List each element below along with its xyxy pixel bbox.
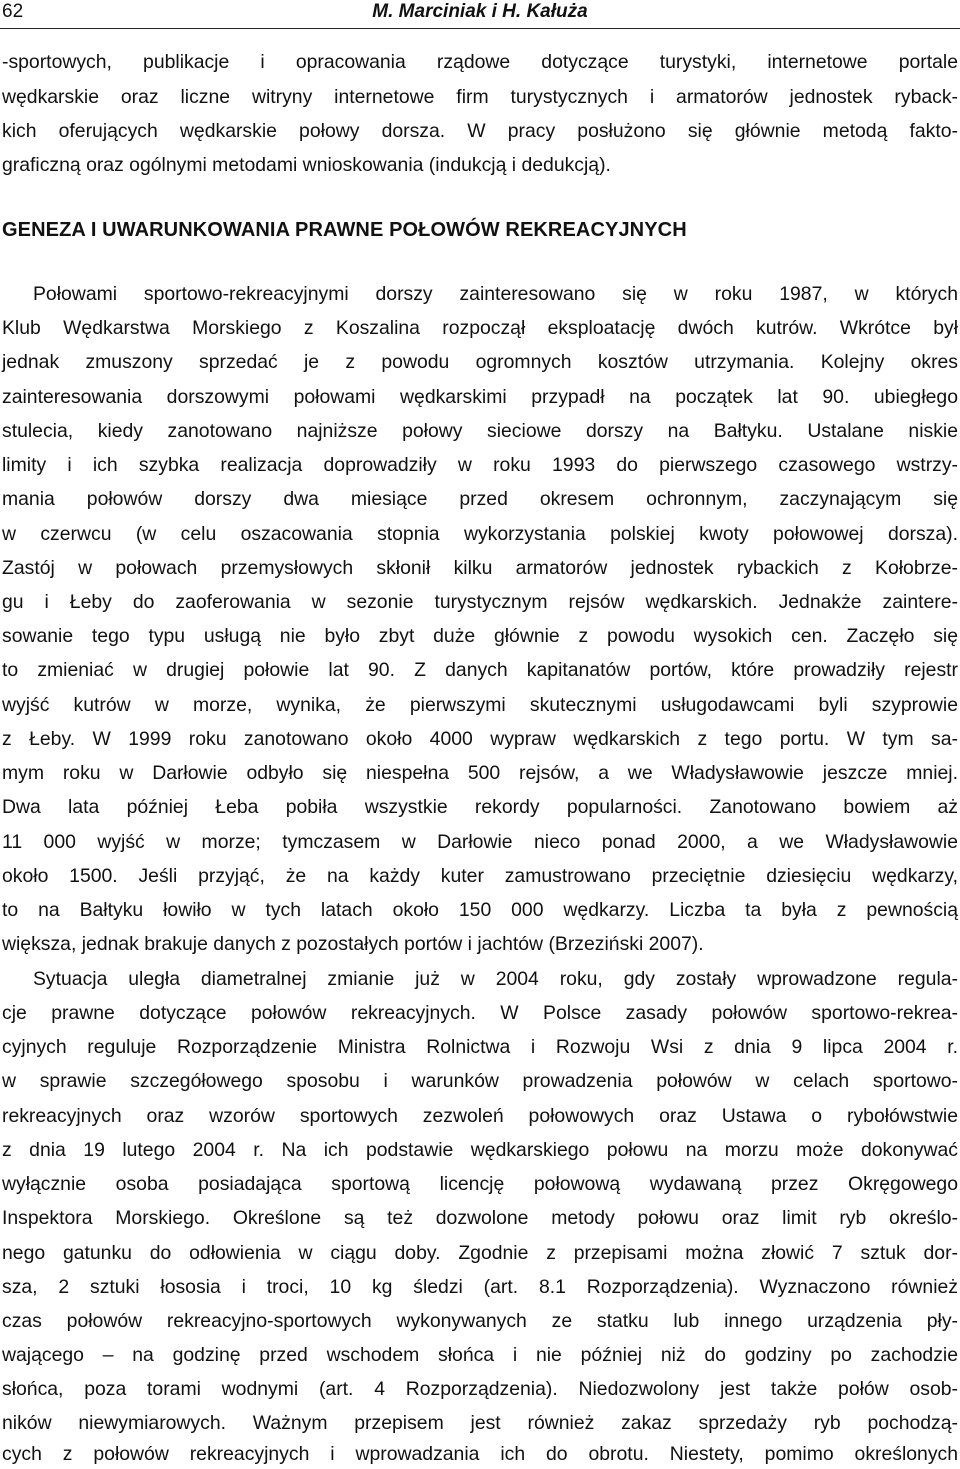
text-line: wyjść kutrów w morze, wynika, że pierwszymi skutecznymi usługodawcami byli szyprowie xyxy=(2,694,958,716)
text-line: sowanie tego typu usługą nie było zbyt duże głównie z powodu wysokich cen. Zaczęło się xyxy=(2,625,958,647)
text-line: ników niewymiarowych. Ważnym przepisem jest również zakaz sprzedaży ryb pochodzą- xyxy=(2,1412,958,1434)
text-line: w sprawie szczegółowego sposobu i warunków prowadzenia połowów w celach sportowo- xyxy=(2,1070,958,1092)
text-line: stulecia, kiedy zanotowano najniższe połowy sieciowe dorszy na Bałtyku. Ustalane niskie xyxy=(2,420,958,442)
text-line: sza, 2 sztuki łososia i troci, 10 kg śledzi (art. 8.1 Rozporządzenia). Wyznaczono również xyxy=(2,1276,958,1298)
text-line: Zastój w połowach przemysłowych skłonił kilku armatorów jednostek rybackich z Kołobrze- xyxy=(2,557,958,579)
text-line: Połowami sportowo-rekreacyjnymi dorszy zainteresowano się w roku 1987, w których xyxy=(33,283,958,305)
text-line: to na Bałtyku łowiło w tych latach około 150 000 wędkarzy. Liczba ta była z pewnością xyxy=(2,899,958,921)
text-line: wającego – na godzinę przed wschodem słońca i nie później niż do godziny po zachodzie xyxy=(2,1344,958,1366)
text-line: cych z połowów rekreacyjnych i wprowadzania ich do obrotu. Niestety, pomimo określonych xyxy=(2,1443,958,1465)
text-line: Dwa lata później Łeba pobiła wszystkie rekordy popularności. Zanotowano bowiem aż xyxy=(2,796,958,818)
text-line: mym roku w Darłowie odbyło się niespełna 500 rejsów, a we Władysławowie jeszcze mniej. xyxy=(2,762,958,784)
header-authors: M. Marciniak i H. Kałuża xyxy=(372,1,588,22)
text-line: nego gatunku do odłowienia w ciągu doby. Zgodnie z przepisami można złowić 7 sztuk dor- xyxy=(2,1242,958,1264)
text-line: cyjnych reguluje Rozporządzenie Ministra Rolnictwa i Rozwoju Wsi z dnia 9 lipca 2004 r. xyxy=(2,1036,958,1058)
text-line: -sportowych, publikacje i opracowania rządowe dotyczące turystyki, internetowe portale xyxy=(2,51,958,73)
text-line: mania połowów dorszy dwa miesiące przed okresem ochronnym, zaczynającym się xyxy=(2,488,958,510)
text-line: rekreacyjnych oraz wzorów sportowych zezwoleń połowowych oraz Ustawa o rybołówstwie xyxy=(2,1105,958,1127)
text-line: graficzną oraz ogólnymi metodami wnioskowania (indukcją i dedukcją). xyxy=(2,154,611,176)
text-line: Sytuacja uległa diametralnej zmianie już w 2004 roku, gdy zostały wprowadzone regula- xyxy=(33,968,958,990)
text-line: wędkarskie oraz liczne witryny internetowe firm turystycznych i armatorów jednostek ryback- xyxy=(2,86,958,108)
text-line: około 1500. Jeśli przyjąć, że na każdy kuter zamustrowano przeciętnie dziesięciu wędkarzy, xyxy=(2,865,958,887)
text-line: jednak zmuszony sprzedać je z powodu ogromnych kosztów utrzymania. Kolejny okres xyxy=(2,351,958,373)
section-heading: GENEZA I UWARUNKOWANIA PRAWNE POŁOWÓW REKREACYJNYCH xyxy=(2,219,687,241)
running-header xyxy=(0,0,960,29)
text-line: Inspektora Morskiego. Określone są też dozwolone metody połowu oraz limit ryb określo- xyxy=(2,1207,958,1229)
text-line: w czerwcu (w celu oszacowania stopnia wykorzystania polskiej kwoty połowowej dorsza). xyxy=(2,523,958,545)
text-line: zainteresowania dorszowymi połowami wędkarskimi przypadł na początek lat 90. ubiegłego xyxy=(2,386,958,408)
text-line: czas połowów rekreacyjno-sportowych wykonywanych ze statku lub innego urządzenia pły- xyxy=(2,1310,958,1332)
text-line: wyłącznie osoba posiadająca sportową licencję połowową wydawaną przez Okręgowego xyxy=(2,1173,958,1195)
text-line: cje prawne dotyczące połowów rekreacyjnych. W Polsce zasady połowów sportowo-rekrea- xyxy=(2,1002,958,1024)
text-line: gu i Łeby do zaoferowania w sezonie turystycznym rejsów wędkarskich. Jednakże zaintere- xyxy=(2,591,958,613)
page-number: 62 xyxy=(2,1,24,22)
text-line: z dnia 19 lutego 2004 r. Na ich podstawie wędkarskiego połowu na morzu może dokonywać xyxy=(2,1139,958,1161)
text-line: limity i ich szybka realizacja doprowadziły w roku 1993 do pierwszego czasowego wstrzy- xyxy=(2,454,958,476)
text-line: z Łeby. W 1999 roku zanotowano około 4000 wypraw wędkarskich z tego portu. W tym sa- xyxy=(2,728,958,750)
text-line: Klub Wędkarstwa Morskiego z Koszalina rozpoczął eksploatację dwóch kutrów. Wkrótce był xyxy=(2,317,958,339)
text-line: to zmieniać w drugiej połowie lat 90. Z danych kapitanatów portów, które prowadziły rejestr xyxy=(2,659,958,681)
text-line: większa, jednak brakuje danych z pozostałych portów i jachtów (Brzeziński 2007). xyxy=(2,933,704,955)
text-line: słońca, poza torami wodnymi (art. 4 Rozporządzenia). Niedozwolony jest także połów osob- xyxy=(2,1378,958,1400)
text-line: 11 000 wyjść w morze; tymczasem w Darłowie nieco ponad 2000, a we Władysławowie xyxy=(2,831,958,853)
text-line: kich oferujących wędkarskie połowy dorsza. W pracy posłużono się głównie metodą fakto- xyxy=(2,120,958,142)
